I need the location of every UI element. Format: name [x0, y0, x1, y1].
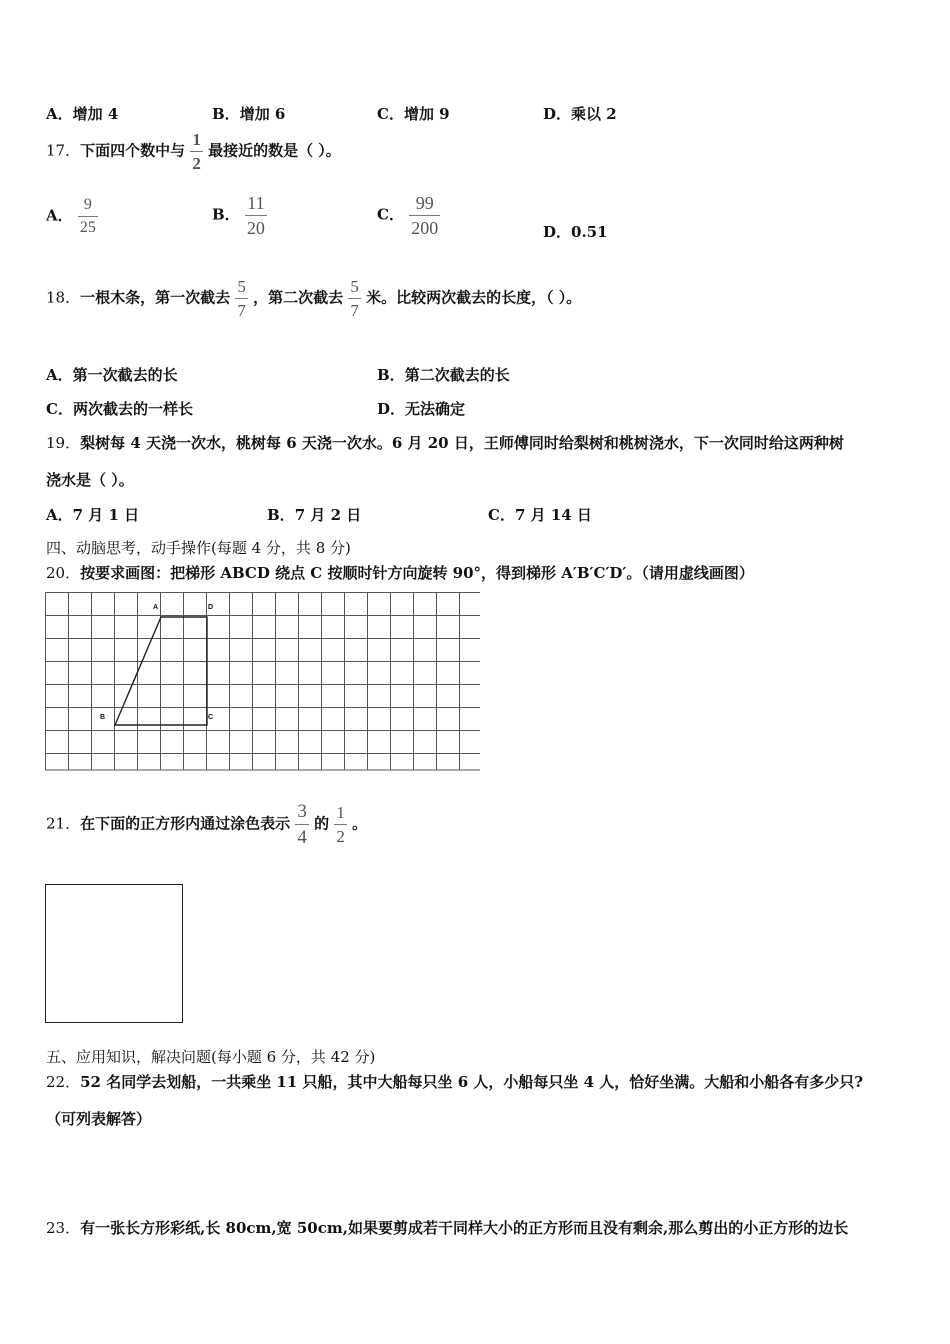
q19-stem-line2: 浇水是（ ）。 — [46, 471, 134, 489]
q18-option-c: C．两次截去的一样长 — [46, 400, 193, 418]
q17-option-a: A． $\frac{9}{25}$ — [46, 196, 96, 236]
section-4-heading: 四、动脑思考，动手操作(每题 4 分，共 8 分) — [46, 539, 351, 557]
label-b: B — [100, 714, 106, 721]
q16-option-a: A．增加 4 — [46, 105, 119, 123]
label-d: D — [208, 604, 214, 611]
q21-square[interactable] — [45, 884, 183, 1023]
q22-stem-line1: 22．52 名同学去划船，一共乘坐 11 只船，其中大船每只坐 6 人，小船每只坐 4 人，恰好坐满。大船和小船各有多少只? — [46, 1073, 864, 1091]
q16-option-b: B．增加 6 — [212, 105, 286, 123]
grid-lines — [46, 593, 481, 771]
label-a: A — [153, 604, 159, 611]
q18-option-d: D．无法确定 — [377, 400, 466, 418]
q21-stem: 21．在下面的正方形内通过涂色表示 $\frac{3}{4}$ 的 $\frac{1}{2}$ 。 — [46, 801, 368, 848]
q19-option-c: C．7 月 14 日 — [488, 506, 592, 524]
q18-option-b: B．第二次截去的长 — [377, 366, 510, 384]
q19-stem-line1: 19．梨树每 4 天浇一次水，桃树每 6 天浇一次水。6 月 20 日，王师傅同时给梨树和桃树浇水，下一次同时给这两种树 — [46, 434, 844, 452]
q19-option-b: B．7 月 2 日 — [267, 506, 362, 524]
q16-option-c: C．增加 9 — [377, 105, 450, 123]
q17-fraction: $\frac{1}{2}$ — [192, 130, 201, 173]
q20-grid — [45, 592, 480, 774]
q16-option-d: D．乘以 2 — [543, 105, 617, 123]
q20-stem: 20．按要求画图：把梯形 ABCD 绕点 C 按顺时针方向旋转 90°，得到梯形 A′B′C′D′。（请用虚线画图） — [46, 564, 754, 582]
q18-option-a: A．第一次截去的长 — [46, 366, 178, 384]
q17-option-c: C． $\frac{99}{200}$ — [377, 193, 439, 238]
q18-stem: 18．一根木条，第一次截去 $\frac{5}{7}$ ，第二次截去 $\frac{5}{7}$ 米。比较两次截去的长度，（ ）。 — [46, 277, 582, 320]
q17-option-d: D．0.51 — [543, 223, 608, 241]
q17-stem: 17．下面四个数中与 $\frac{1}{2}$ 最接近的数是（ ）。 — [46, 130, 341, 173]
q19-option-a: A．7 月 1 日 — [46, 506, 140, 524]
q22-stem-line2: （可列表解答） — [46, 1110, 152, 1128]
section-5-heading: 五、应用知识，解决问题(每小题 6 分，共 42 分) — [46, 1048, 376, 1066]
label-c: C — [208, 714, 214, 721]
q17-option-b: B． $\frac{11}{20}$ — [212, 193, 265, 238]
q23-stem-line1: 23．有一张长方形彩纸,长 80cm,宽 50cm,如果要剪成若干同样大小的正方形而且没有剩余,那么剪出的小正方形的边长 — [46, 1219, 849, 1237]
